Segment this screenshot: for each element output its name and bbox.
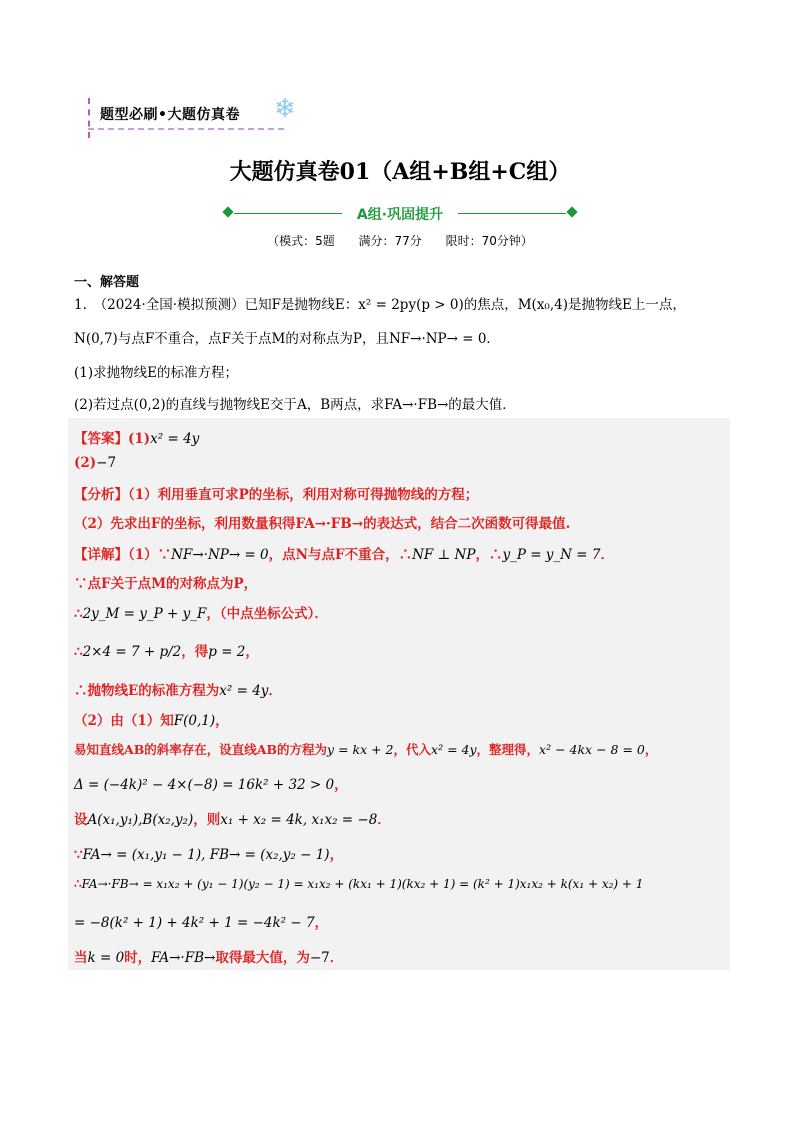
answer-line-1 <box>74 427 199 447</box>
detail-text: ， <box>245 644 259 660</box>
detail-math: y_P = y_N = 7 <box>502 547 601 563</box>
detail-text: ∴ <box>74 877 82 891</box>
brand-divider-horizontal <box>88 128 284 130</box>
detail-text: （2）由（1）知 <box>74 713 174 729</box>
analysis-line-2: （2）先求出F的坐标，利用数量积得FA→·FB→的表达式，结合二次函数可得最值. <box>74 516 571 532</box>
group-banner <box>222 204 578 224</box>
detail-text: 当 <box>74 950 88 966</box>
question-part-1: (1)求抛物线E的标准方程； <box>74 365 238 381</box>
detail-line-7 <box>74 740 657 758</box>
detail-line-13 <box>74 946 343 966</box>
detail-text: ． <box>600 547 614 563</box>
detail-line-6 <box>74 709 229 729</box>
detail-line-10 <box>74 843 343 863</box>
answer-1-value: x² = 4y <box>150 431 200 447</box>
banner-line-right <box>458 213 566 214</box>
analysis-line-1 <box>74 483 478 503</box>
question-line-1: 1. （2024·全国·模拟预测）已知F是抛物线E：x² = 2py(p > 0)的焦点，M(x₀,4)是抛物线E上一点， <box>74 297 686 313</box>
detail-line-5 <box>74 679 282 699</box>
detail-text: ， <box>644 742 658 757</box>
analysis-label: 【分析】 <box>74 487 128 503</box>
group-label: A组·巩固提升 <box>356 207 444 223</box>
detail-text: 设 <box>74 812 88 828</box>
detail-math: F(0,1) <box>173 713 216 729</box>
detail-text: ∵ <box>74 847 83 863</box>
detail-math: x² = 4y <box>431 742 477 757</box>
detail-text: ，则 <box>193 812 221 828</box>
detail-math: p = 2 <box>208 644 246 660</box>
detail-text: ． <box>329 950 344 966</box>
analysis-text-1: （1）利用垂直可求P的坐标，利用对称可得抛物线的方程； <box>128 487 479 503</box>
detail-text: ∴抛物线E的标准方程为 <box>74 683 220 699</box>
snowflake-icon: ❄ <box>274 94 296 124</box>
detail-text: ． <box>268 683 282 699</box>
brand-header <box>88 94 296 138</box>
detail-text: ，∴ <box>475 547 503 563</box>
detail-text: ，（中点坐标公式）． <box>206 606 328 622</box>
meta-score: 满分：77分 <box>358 234 422 248</box>
detail-line-3 <box>74 602 328 622</box>
detail-label: 【详解】 <box>74 547 128 563</box>
detail-math: x₁ + x₂ = 4k, x₁x₂ = −8 <box>220 812 378 828</box>
detail-math: 2×4 = 7 + p/2 <box>82 644 182 660</box>
detail-text: ，代入 <box>393 742 432 757</box>
detail-line-11 <box>74 877 643 891</box>
answer-2-value: −7 <box>96 455 117 471</box>
detail-text: ，点N与点F不重合，∴ <box>268 547 413 563</box>
detail-math: NF ⊥ NP <box>412 547 476 563</box>
detail-text: ． <box>377 812 391 828</box>
detail-text: ∴ <box>74 606 83 622</box>
detail-math: k = 0 <box>87 950 125 966</box>
detail-text: ， <box>314 915 329 931</box>
detail-line-9 <box>74 808 391 828</box>
detail-line-2: ∵点F关于点M的对称点为P， <box>74 576 258 592</box>
detail-line-12 <box>74 911 328 931</box>
detail-line-4 <box>74 640 259 660</box>
detail-math: x² − 4kx − 8 = 0 <box>539 742 645 757</box>
answer-2-tag: (2) <box>74 455 97 471</box>
detail-math: 2y_M = y_P + y_F <box>82 606 207 622</box>
detail-line-8 <box>74 773 348 793</box>
detail-text: 取得最大值，为 <box>215 950 310 966</box>
section-heading: 一、解答题 <box>74 275 140 290</box>
detail-text: ，整理得， <box>476 742 540 757</box>
detail-math: FA→·FB→ <box>151 950 216 966</box>
brand-divider-vertical <box>88 98 90 138</box>
detail-text: ，得 <box>181 644 209 660</box>
detail-line-1 <box>74 543 614 563</box>
detail-math: = −8(k² + 1) + 4k² + 1 = −4k² − 7 <box>74 915 315 931</box>
detail-math: −7 <box>309 950 330 966</box>
detail-math: y = kx + 2 <box>327 742 394 757</box>
detail-math: NF→·NP→ = 0 <box>171 547 269 563</box>
answer-label: 【答案】 <box>74 431 128 447</box>
detail-text: 时， <box>124 950 152 966</box>
answer-line-2 <box>74 455 116 471</box>
detail-math: FA→·FB→ = x₁x₂ + (y₁ − 1)(y₂ − 1) = x₁x₂ + (kx₁ + 1)(kx₂ + 1) = (k² + 1)x₁x₂ + k(x₁ + x₂) + 1 <box>81 877 644 891</box>
brand-text: 题型必刷•大题仿真卷 <box>100 107 240 123</box>
meta-mode: （模式：5题 <box>267 234 335 248</box>
detail-text: （1）∵ <box>128 547 172 563</box>
detail-text: ， <box>215 713 229 729</box>
page-title: 大题仿真卷01（A组+B组+C组） <box>229 159 571 185</box>
meta-time: 限时：70分钟） <box>445 234 533 248</box>
detail-text: ∴ <box>74 644 83 660</box>
detail-math: Δ = (−4k)² − 4×(−8) = 16k² + 32 > 0 <box>74 777 335 793</box>
detail-math: x² = 4y <box>219 683 269 699</box>
detail-text: ， <box>329 847 344 863</box>
detail-text: ， <box>334 777 348 793</box>
detail-text: 易知直线AB的斜率存在，设直线AB的方程为 <box>74 742 328 757</box>
detail-math: FA→ = (x₁,y₁ − 1), FB→ = (x₂,y₂ − 1) <box>82 847 330 863</box>
question-line-2: N(0,7)与点F不重合，点F关于点M的对称点为P，且NF→·NP→ = 0． <box>74 331 500 347</box>
answer-1-tag: (1) <box>128 431 151 447</box>
exam-meta <box>0 232 800 249</box>
question-part-2: (2)若过点(0,2)的直线与抛物线E交于A，B两点，求FA→·FB→的最大值． <box>74 397 516 413</box>
detail-math: A(x₁,y₁),B(x₂,y₂) <box>87 812 194 828</box>
